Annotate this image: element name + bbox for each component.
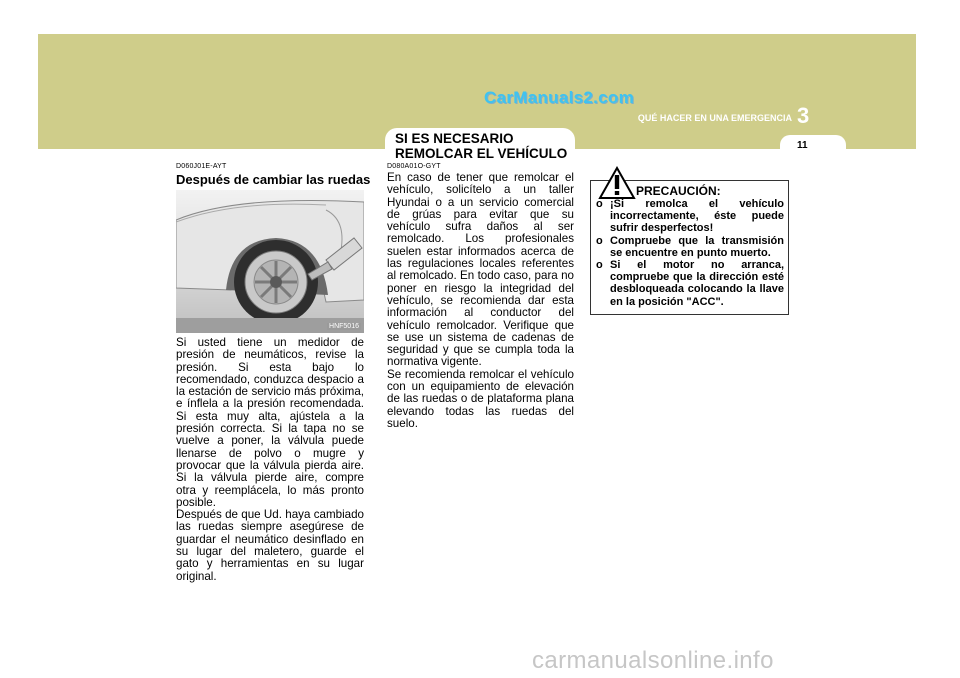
chapter-number: 3 [797,103,810,128]
middle-paragraph: Se recomienda remolcar el vehículo con un equipamiento de elevación de las ruedas o de plataforma plana elevando todas las ruedas del suelo. [387,367,574,430]
watermark-bottom: carmanualsonline.info [532,647,774,674]
left-heading: Después de cambiar las ruedas [176,172,371,187]
caution-list [596,198,784,308]
caution-bullet: o [596,234,603,247]
section-title-line2: REMOLCAR EL VEHÍCULO [395,146,568,161]
section-title [395,131,567,161]
middle-body [387,172,574,430]
chapter-title: QUÉ HACER EN UNA EMERGENCIA [637,113,792,123]
left-paragraph: Si usted tiene un medidor de presión de neumáticos, revise la presión. Si esta bajo lo recomendado, conduzca despacio a la estación de servicio más próxima, e ínflela a la presión recomendada. Si esta muy alta, ajústela a la presión correcta. Si la tapa no se vuelve a poner, la válvula puede llenarse de polvo o mugre y provocar que la válvula pierda aire. Si la válvula pierde aire, compre otra y reemplácela, lo más pronto posible. [176,336,364,509]
caution-item-text: ¡Si remolca el vehículo incorrectamente, éste puede sufrir desperfectos! [610,198,784,235]
image-label: HNF5016 [329,323,359,330]
left-paragraph: Después de que Ud. haya cambiado las ruedas siempre asegúrese de guardar el neumático desinflado en su lugar del maletero, guarde el gato y herramientas en su lugar original. [176,508,364,583]
page-number-tab [780,135,846,165]
caution-bullet: o [596,259,603,272]
caution-item [596,259,784,308]
middle-section-code: D080A01O-GYT [387,163,441,170]
section-title-line1: SI ES NECESARIO [395,131,514,146]
caution-bullet: o [596,198,603,210]
tire-photo [176,190,364,333]
warning-triangle-icon [598,166,636,200]
left-body [176,337,364,583]
caution-item [596,198,784,235]
car-wheel-illustration-icon [176,190,364,333]
caution-title: PRECAUCIÓN: [636,184,721,198]
caution-item-text: Si el motor no arranca, compruebe que la dirección esté desbloqueada colocando la llave en la posición "ACC". [610,259,784,308]
middle-paragraph: En caso de tener que remolcar el vehículo, solicítelo a un taller Hyundai o a un servicio comercial de grúas para evitar que su vehículo sufra daños al ser remolcado. Los profesionales suelen estar informados acerca de las regulaciones locales referentes al remolcado. En todo caso, para no poner en riesgo la integridad del vehículo, se recomienda dar esta información al conductor del vehículo remolcador. Verifique que se use un sistema de cadenas de seguridad y que se cumpla toda la normativa vigente. [387,171,574,369]
caution-item-text: Compruebe que la transmisión se encuentre en punto muerto. [610,234,784,259]
caution-item [596,235,784,259]
watermark-top: CarManuals2.com [484,88,634,107]
page-number: 11 [797,140,808,151]
left-section-code: D060J01E-AYT [176,163,227,170]
